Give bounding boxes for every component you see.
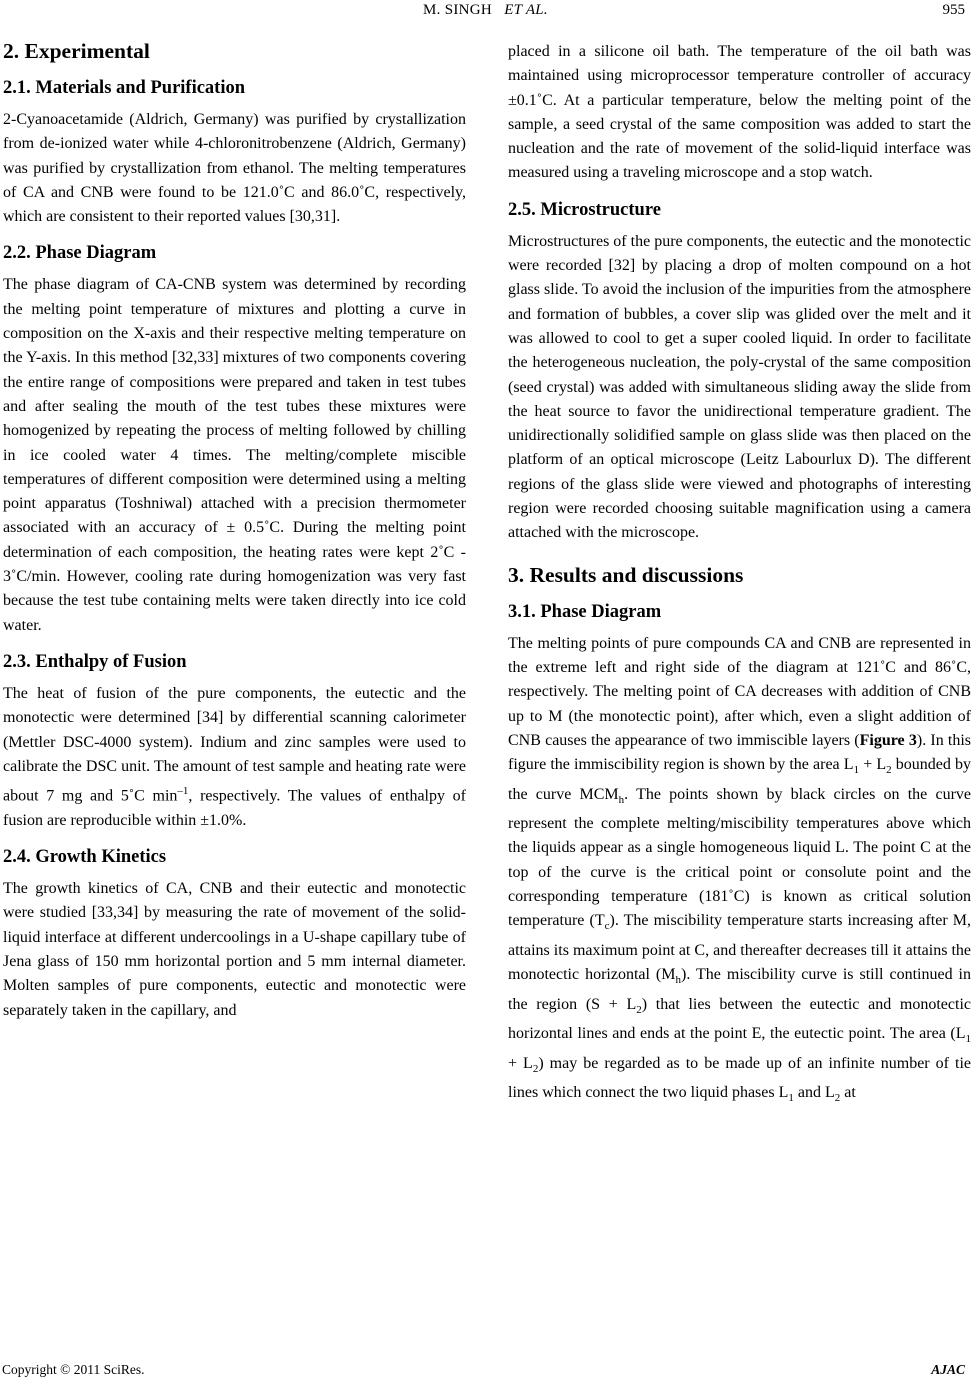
copyright-notice: Copyright © 2011 SciRes. (2, 1362, 145, 1377)
subsection-results-phase-diagram-title: 3.1. Phase Diagram (508, 601, 662, 622)
rpd-text-9: + L (508, 1054, 533, 1072)
page-header (0, 0, 971, 24)
running-head-authors: M. SINGH (422, 2, 493, 18)
left-column (3, 28, 466, 1033)
rpd-text-11: and L (793, 1084, 835, 1101)
rpd-sub-5: 2 (532, 1062, 539, 1075)
rpd-text-12: at (840, 1084, 856, 1101)
rpd-sub-7: 2 (834, 1092, 841, 1105)
subsection-enthalpy-title: 2.3. Enthalpy of Fusion (3, 651, 187, 672)
rpd-text-1: The melting points of pure compounds CA and CNB are represented in the extreme left and right side of the diagram at 121˚C and 86˚C, respectively. The melting point of CA decreases with addition of CNB up to M (the monotectic point), after which, even a slight addition of CNB causes the appearance of two immiscible layers ( (508, 634, 971, 749)
figure-3-reference[interactable]: Figure 3 (859, 731, 917, 749)
enthalpy-text-a: The heat of fusion of the pure components, the eutectic and the monotectic were determined [34] by differential scanning calorimeter (Mettler DSC-4000 system). Indium and zinc samples were used to calibrate the DSC unit. The amount of test sample and heating rate were about 7 mg and 5˚C min (3, 684, 466, 805)
rpd-text-4: bounded by the curve MCM (508, 756, 971, 803)
rpd-text-6: ). The miscibility temperature starts increasing after M, attains its maximum point at C, and thereafter decreases till it attains the monotectic horizontal (M (508, 912, 971, 984)
rpd-text-3: + L (859, 756, 887, 774)
subsection-materials-title: 2.1. Materials and Purification (3, 78, 246, 98)
growth-kinetics-paragraph: The growth kinetics of CA, CNB and their eutectic and monotectic were studied [33,34] by measuring the rate of movement of the solid-liquid interface at different undercoolings in a U-shape capillary tube of Jena glass of 150 mm horizontal portion and 5 mm internal diameter. Molten samples of pure components, eutectic and monotectic were separately taken in the capillary, and (3, 880, 466, 1019)
rpd-sub-3: 2 (636, 1003, 642, 1016)
section-experimental-title: 2. Experimental (3, 39, 150, 63)
microstructure-paragraph: Microstructures of the pure components, the eutectic and the monotectic were recorded [32] by placing a drop of molten compound on a hot glass slide. To avoid the inclusion of the impurities from the atmosphere and formation of bubbles, a cover slip was glided over the melt and it was allowed to cool to get a super cooled liquid. In order to facilitate the heterogeneous nucleation, the poly-crystal of the same composition (seed crystal) was added with simultaneous sliding away the slide from the heat source to favor the unidirectional temperature gradient. The unidirectionally solidified sample on glass slide was then placed on the platform of an optical microscope (Leitz Labourlux D). The different regions of the glass slide were viewed and photographs of interesting region were recorded choosing suitable magnification using a camera attached with the microscope. (508, 232, 971, 542)
right-column (508, 28, 971, 1120)
rpd-sub-h2: h (675, 974, 681, 987)
results-phase-diagram-paragraph (508, 632, 971, 1111)
enthalpy-superscript: –1 (177, 785, 189, 798)
enthalpy-text-b: , respectively. The values of enthalpy of fusion are reproducible within ±1.0%. (3, 787, 467, 829)
rpd-text-10: ) may be regarded as to be made up of an infinite number of tie lines which connect the two liquid phases L (508, 1054, 971, 1101)
rpd-text-8: ) that lies between the eutectic and monotectic horizontal lines and ends at the point E, the eutectic point. The area (L (508, 995, 971, 1043)
rpd-sub-h: h (618, 793, 625, 806)
growth-kinetics-continued-paragraph: placed in a silicone oil bath. The temperature of the oil bath was maintained using microprocessor temperature controller of accuracy ±0.1˚C. At a particular temperature, below the melting point of the sample, a seed crystal of the same composition was added to start the nucleation and the rate of movement of the solid-liquid interface was measured using a traveling microscope and a stop watch. (508, 43, 971, 182)
subsection-growth-kinetics-title: 2.4. Growth Kinetics (3, 847, 167, 868)
running-head-etal: ET AL. (504, 2, 548, 18)
section-results-title: 3. Results and discussions (508, 562, 744, 587)
journal-abbreviation: AJAC (931, 1362, 965, 1377)
materials-paragraph: 2-Cyanoacetamide (Aldrich, Germany) was purified by crystallization from de-ionized water while 4-chloronitrobenzene (Aldrich, Germany) was purified by crystallization from ethanol. The melting temperatures of CA and CNB were found to be 121.0˚C and 86.0˚C, respectively, which are consistent to their reported values [30,31]. (3, 111, 466, 226)
running-head (0, 2, 971, 19)
rpd-sub-c: c (604, 920, 610, 933)
phase-diagram-method-paragraph: The phase diagram of CA-CNB system was determined by recording the melting point temperature of mixtures and plotting a curve in composition on the X-axis and their respective melting temperature on the Y-axis. In this method [32,33] mixtures of two components covering the entire range of compositions were prepared and taken in test tubes and after sealing the mouth of the test tubes these mixtures were homogenized by repeating the process of melting followed by chilling in ice cooled water 4 times. The melting/complete miscible temperatures of different composition were determined using a melting point apparatus (Toshniwal) attached with a precision thermometer associated with an accuracy of ± 0.5˚C. During the melting point determination of each composition, the heating rates were kept 2˚C - 3˚C/min. However, cooling rate during homogenization was very fast because the test tube containing melts were taken directly into ice cold water. (3, 276, 466, 634)
rpd-sub-2: 2 (886, 764, 892, 777)
enthalpy-paragraph (3, 682, 466, 833)
rpd-text-7: ). The miscibility curve is still continued in the region (S + L (508, 966, 971, 1013)
rpd-text-5: . The points shown by black circles on the curve represent the complete melting/miscibility temperatures above which the liquids appear as a single homogeneous liquid L. The point C at the top of the curve is the critical point or consolute point and the corresponding temperature (181˚C) is known as critical solution temperature (T (508, 785, 971, 930)
page-number: 955 (942, 2, 965, 18)
subsection-microstructure-title: 2.5. Microstructure (508, 199, 661, 220)
rpd-sub-4: 1 (965, 1033, 971, 1046)
rpd-text-2: ). In this figure the immiscibility region is shown by the area L (508, 731, 971, 774)
rpd-sub-6: 1 (788, 1092, 794, 1105)
rpd-sub-1: 1 (853, 764, 860, 777)
subsection-phase-diagram-title: 2.2. Phase Diagram (3, 243, 157, 264)
